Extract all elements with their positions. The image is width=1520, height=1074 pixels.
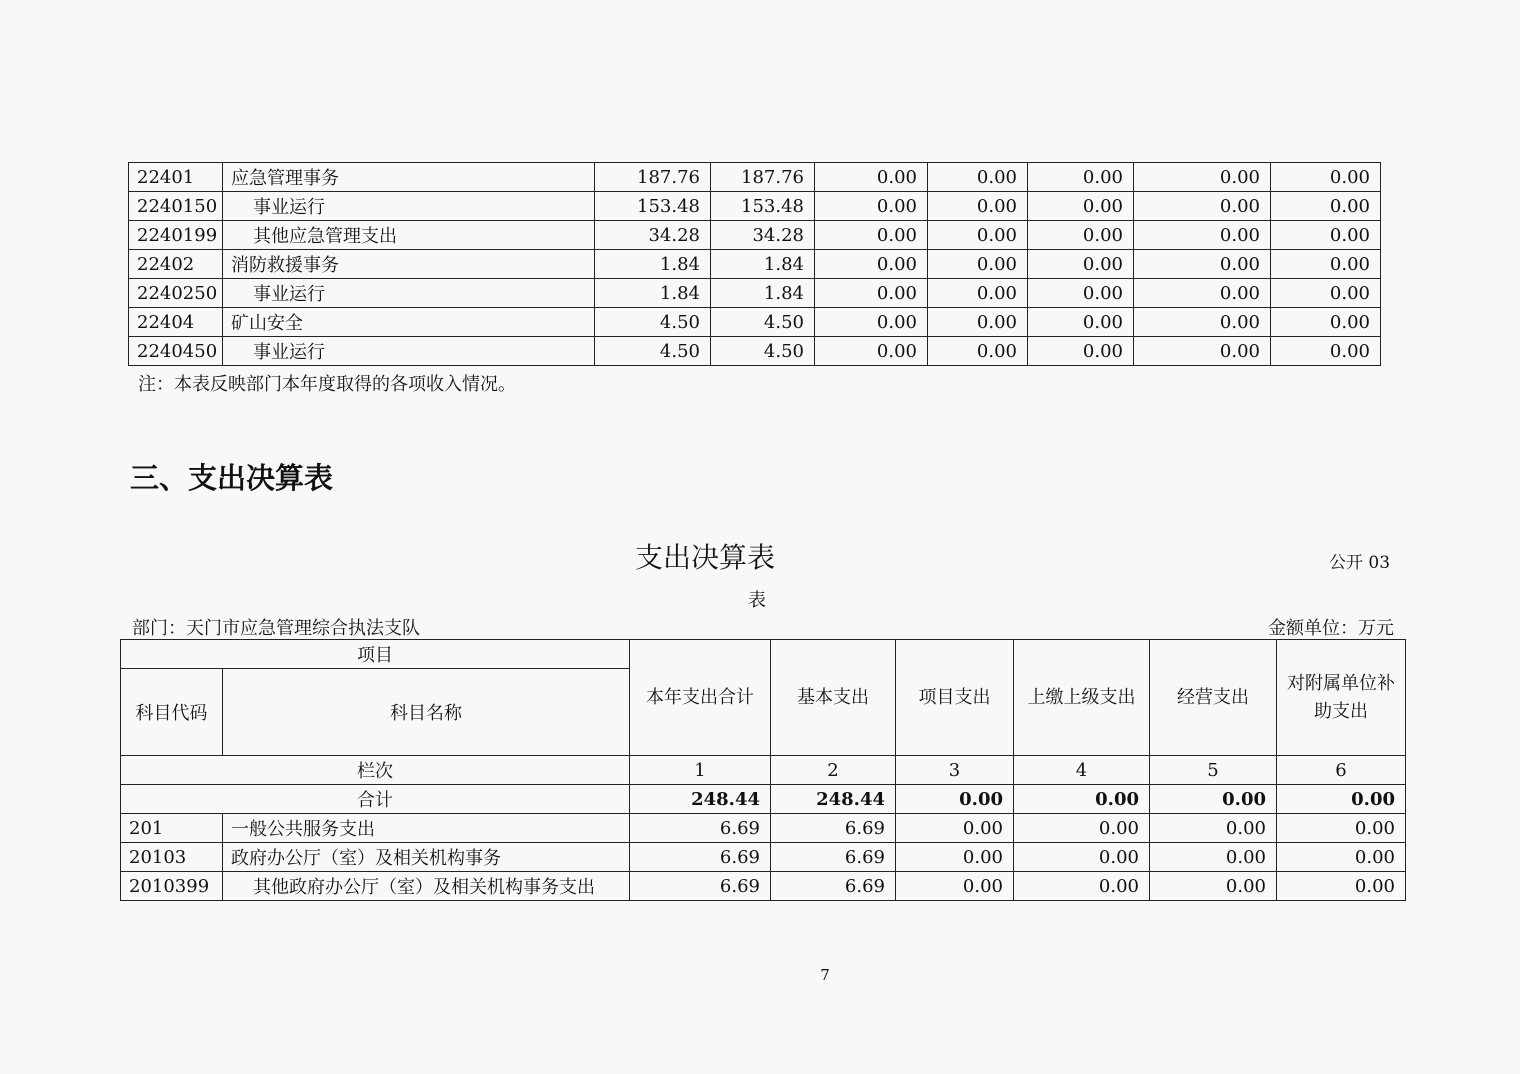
amount-cell: 0.00: [928, 192, 1028, 221]
amount-cell: 0.00: [1271, 279, 1381, 308]
subject-code: 2010399: [121, 872, 223, 901]
column-number: 5: [1150, 756, 1277, 785]
amount-cell: 1.84: [595, 250, 711, 279]
column-number: 4: [1014, 756, 1150, 785]
page-number: 7: [820, 966, 830, 984]
amount-cell: 6.69: [771, 814, 896, 843]
column-number-row: [121, 756, 1406, 785]
amount-cell: 4.50: [711, 308, 815, 337]
amount-cell: 0.00: [1271, 163, 1381, 192]
table-row: [121, 843, 1406, 872]
amount-cell: 0.00: [1028, 308, 1134, 337]
subject-code: 2240150: [129, 192, 223, 221]
amount-cell: 187.76: [711, 163, 815, 192]
amount-cell: 6.69: [630, 843, 771, 872]
amount-cell: 4.50: [595, 337, 711, 366]
column-number-label: 栏次: [121, 756, 630, 785]
header-col: 经营支出: [1150, 640, 1277, 756]
subject-name: 政府办公厅（室）及相关机构事务: [223, 843, 630, 872]
table-row: [121, 872, 1406, 901]
table-row: [121, 814, 1406, 843]
amount-cell: 0.00: [815, 192, 928, 221]
amount-cell: 0.00: [815, 308, 928, 337]
amount-cell: 0.00: [1134, 192, 1271, 221]
subject-name: 消防救援事务: [223, 250, 595, 279]
amount-cell: 153.48: [595, 192, 711, 221]
amount-cell: 0.00: [1134, 279, 1271, 308]
total-value: 0.00: [1014, 785, 1150, 814]
column-number: 3: [896, 756, 1014, 785]
total-label: 合计: [121, 785, 630, 814]
amount-cell: 1.84: [711, 279, 815, 308]
amount-cell: 0.00: [1134, 308, 1271, 337]
amount-cell: 0.00: [928, 250, 1028, 279]
department-label: 部门：天门市应急管理综合执法支队: [132, 618, 420, 639]
header-col: 项目支出: [896, 640, 1014, 756]
table-note: 注：本表反映部门本年度取得的各项收入情况。: [138, 374, 516, 395]
table-code-label: 公开 03: [1329, 553, 1391, 573]
amount-cell: 0.00: [1028, 250, 1134, 279]
amount-cell: 0.00: [1134, 250, 1271, 279]
total-row: [121, 785, 1406, 814]
amount-cell: 0.00: [815, 250, 928, 279]
amount-cell: 0.00: [1150, 814, 1277, 843]
income-table-continuation: [128, 162, 1381, 366]
header-col: 本年支出合计: [630, 640, 771, 756]
amount-cell: 153.48: [711, 192, 815, 221]
amount-cell: 0.00: [815, 279, 928, 308]
amount-cell: 6.69: [630, 814, 771, 843]
unit-label: 金额单位：万元: [1268, 618, 1394, 639]
amount-cell: 0.00: [1271, 221, 1381, 250]
subject-code: 20103: [121, 843, 223, 872]
total-value: 248.44: [630, 785, 771, 814]
column-number: 1: [630, 756, 771, 785]
subject-code: 2240450: [129, 337, 223, 366]
table-row: [129, 192, 1381, 221]
subject-name: 一般公共服务支出: [223, 814, 630, 843]
header-col: 上缴上级支出: [1014, 640, 1150, 756]
amount-cell: 0.00: [1014, 843, 1150, 872]
amount-cell: 0.00: [815, 163, 928, 192]
amount-cell: 0.00: [928, 221, 1028, 250]
header-col: 对附属单位补助支出: [1277, 640, 1406, 756]
amount-cell: 0.00: [815, 221, 928, 250]
amount-cell: 0.00: [1271, 337, 1381, 366]
column-number: 2: [771, 756, 896, 785]
table-title: 支出决算表: [634, 541, 775, 574]
amount-cell: 6.69: [771, 872, 896, 901]
amount-cell: 0.00: [1014, 872, 1150, 901]
amount-cell: 0.00: [896, 843, 1014, 872]
expenditure-table: [120, 639, 1406, 901]
amount-cell: 0.00: [1014, 814, 1150, 843]
subject-name: 其他政府办公厅（室）及相关机构事务支出: [223, 872, 630, 901]
subject-code: 22401: [129, 163, 223, 192]
amount-cell: 4.50: [595, 308, 711, 337]
table-row: [129, 308, 1381, 337]
subject-code: 22402: [129, 250, 223, 279]
amount-cell: 187.76: [595, 163, 711, 192]
amount-cell: 0.00: [1134, 221, 1271, 250]
subject-name: 应急管理事务: [223, 163, 595, 192]
total-value: 0.00: [896, 785, 1014, 814]
amount-cell: 0.00: [1028, 163, 1134, 192]
subject-code: 2240250: [129, 279, 223, 308]
header-code: 科目代码: [121, 669, 223, 756]
amount-cell: 0.00: [928, 337, 1028, 366]
amount-cell: 0.00: [1277, 814, 1406, 843]
subject-name: 事业运行: [223, 337, 595, 366]
amount-cell: 6.69: [771, 843, 896, 872]
amount-cell: 1.84: [711, 250, 815, 279]
amount-cell: 0.00: [1271, 250, 1381, 279]
subject-code: 201: [121, 814, 223, 843]
subject-name: 事业运行: [223, 279, 595, 308]
amount-cell: 0.00: [1277, 843, 1406, 872]
amount-cell: 0.00: [1150, 872, 1277, 901]
table-title-wrap: 表: [748, 590, 766, 611]
amount-cell: 4.50: [711, 337, 815, 366]
amount-cell: 0.00: [1271, 192, 1381, 221]
table-row: [129, 250, 1381, 279]
amount-cell: 0.00: [1028, 192, 1134, 221]
amount-cell: 0.00: [1134, 163, 1271, 192]
table-row: [129, 221, 1381, 250]
header-col: 基本支出: [771, 640, 896, 756]
amount-cell: 0.00: [896, 814, 1014, 843]
total-value: 0.00: [1150, 785, 1277, 814]
amount-cell: 0.00: [1271, 308, 1381, 337]
subject-code: 2240199: [129, 221, 223, 250]
subject-code: 22404: [129, 308, 223, 337]
amount-cell: 1.84: [595, 279, 711, 308]
amount-cell: 0.00: [1134, 337, 1271, 366]
amount-cell: 0.00: [928, 163, 1028, 192]
amount-cell: 34.28: [595, 221, 711, 250]
amount-cell: 0.00: [1028, 221, 1134, 250]
amount-cell: 0.00: [1277, 872, 1406, 901]
amount-cell: 0.00: [928, 279, 1028, 308]
table-row: [129, 337, 1381, 366]
amount-cell: 0.00: [815, 337, 928, 366]
header-item: 项目: [121, 640, 630, 669]
table-row: [129, 163, 1381, 192]
amount-cell: 6.69: [630, 872, 771, 901]
table-row: [129, 279, 1381, 308]
amount-cell: 34.28: [711, 221, 815, 250]
header-name: 科目名称: [223, 669, 630, 756]
amount-cell: 0.00: [928, 308, 1028, 337]
total-value: 248.44: [771, 785, 896, 814]
subject-name: 事业运行: [223, 192, 595, 221]
header-row-item: [121, 640, 1406, 669]
amount-cell: 0.00: [1028, 337, 1134, 366]
total-value: 0.00: [1277, 785, 1406, 814]
column-number: 6: [1277, 756, 1406, 785]
subject-name: 矿山安全: [223, 308, 595, 337]
subject-name: 其他应急管理支出: [223, 221, 595, 250]
amount-cell: 0.00: [1150, 843, 1277, 872]
section-heading: 三、支出决算表: [130, 461, 334, 495]
amount-cell: 0.00: [1028, 279, 1134, 308]
amount-cell: 0.00: [896, 872, 1014, 901]
